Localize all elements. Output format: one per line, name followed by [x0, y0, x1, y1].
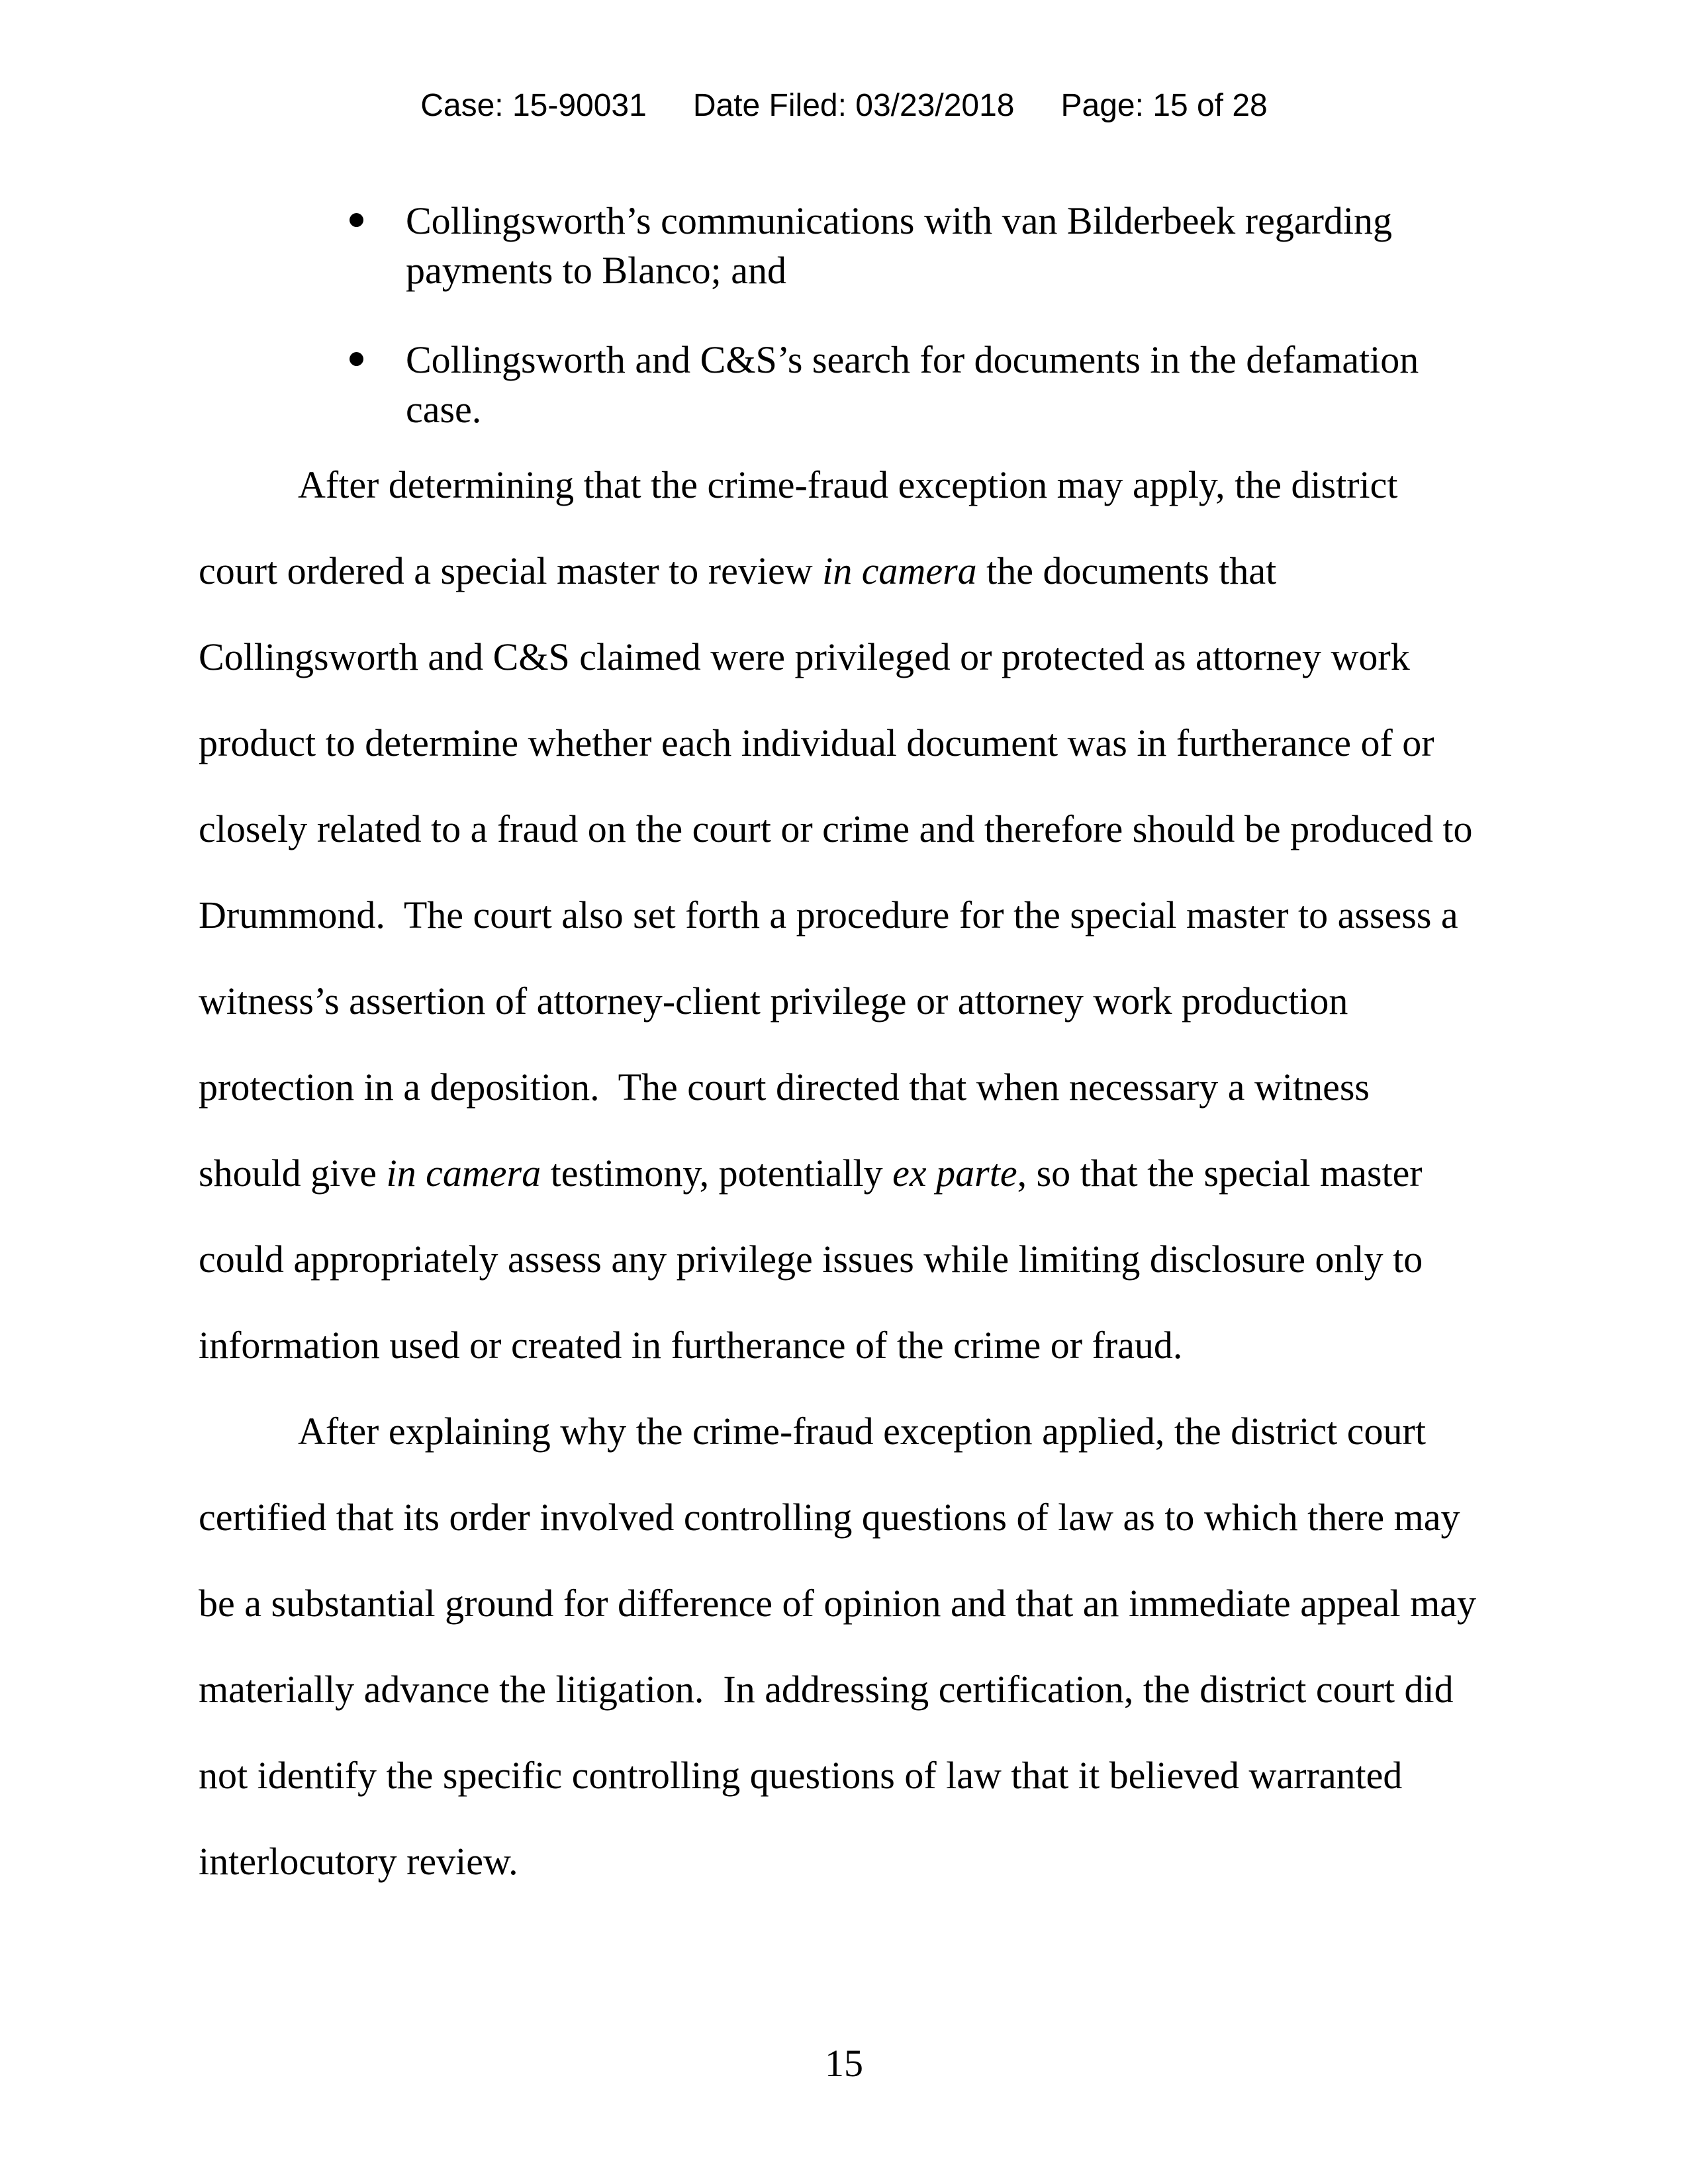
paragraph — [199, 442, 1489, 1388]
text-segment: the documents that — [976, 549, 1277, 592]
text-segment: product to determine whether each individual document was in furtherance of or — [199, 721, 1434, 764]
italic-text-segment: in camera — [386, 1152, 541, 1195]
text-segment: , so that the special master — [1017, 1152, 1423, 1195]
text-line — [199, 1733, 1489, 1819]
text-segment: testimony, potentially — [541, 1152, 893, 1195]
header-case-number: Case: 15-90031 — [420, 88, 647, 123]
text-line — [199, 700, 1489, 786]
bullet-marker-icon — [350, 213, 363, 227]
bullet-item — [199, 196, 1489, 295]
text-line — [199, 1302, 1489, 1388]
text-segment: information used or created in furtherance of the crime or fraud. — [199, 1324, 1183, 1367]
text-line — [199, 1130, 1489, 1216]
text-segment: interlocutory review. — [199, 1840, 518, 1883]
text-segment: After determining that the crime-fraud exception may apply, the district — [298, 463, 1398, 506]
text-segment: Drummond. The court also set forth a procedure for the special master to assess a — [199, 893, 1458, 936]
bullet-list — [199, 196, 1489, 474]
text-line — [199, 442, 1489, 528]
page-footer — [0, 2038, 1688, 2088]
text-segment: should give — [199, 1152, 387, 1195]
text-line — [199, 1044, 1489, 1130]
text-segment: witness’s assertion of attorney-client privilege or attorney work production — [199, 979, 1348, 1023]
text-line — [199, 1388, 1489, 1475]
text-segment: certified that its order involved controlling questions of law as to which there may — [199, 1496, 1460, 1539]
text-line — [199, 1216, 1489, 1302]
text-line: payments to Blanco; and — [406, 249, 787, 292]
bullet-marker-icon — [350, 352, 363, 366]
text-line — [199, 872, 1489, 958]
text-line: Collingsworth’s communications with van Bilderbeek regarding — [406, 199, 1393, 242]
text-segment: be a substantial ground for difference of opinion and that an immediate appeal may — [199, 1582, 1477, 1625]
text-segment: materially advance the litigation. In addressing certification, the district court did — [199, 1668, 1454, 1711]
text-line — [199, 958, 1489, 1044]
text-line — [199, 528, 1489, 614]
header-page-indicator: Page: 15 of 28 — [1060, 88, 1268, 123]
text-line — [199, 1561, 1489, 1647]
text-segment: court ordered a special master to review — [199, 549, 823, 592]
text-segment: closely related to a fraud on the court or crime and therefore should be produced to — [199, 807, 1473, 850]
text-segment: After explaining why the crime-fraud exception applied, the district court — [298, 1410, 1426, 1453]
text-line — [199, 614, 1489, 700]
text-line: Collingsworth and C&S’s search for documents in the defamation — [406, 338, 1419, 381]
page-number: 15 — [825, 2042, 863, 2085]
italic-text-segment: in camera — [822, 549, 977, 592]
body-text — [199, 442, 1489, 1905]
text-line — [199, 1819, 1489, 1905]
ecf-stamp-header — [0, 89, 1688, 122]
text-line — [199, 786, 1489, 872]
text-segment: Collingsworth and C&S claimed were privileged or protected as attorney work — [199, 635, 1410, 678]
text-line: case. — [406, 388, 482, 431]
text-segment: protection in a deposition. The court directed that when necessary a witness — [199, 1066, 1370, 1109]
text-segment: not identify the specific controlling questions of law that it believed warranted — [199, 1754, 1403, 1797]
text-line — [199, 1475, 1489, 1561]
bullet-item — [199, 335, 1489, 434]
italic-text-segment: ex parte — [892, 1152, 1017, 1195]
text-segment: could appropriately assess any privilege issues while limiting disclosure only to — [199, 1238, 1423, 1281]
paragraph — [199, 1388, 1489, 1905]
text-line — [199, 1647, 1489, 1733]
header-date-filed: Date Filed: 03/23/2018 — [692, 88, 1015, 123]
